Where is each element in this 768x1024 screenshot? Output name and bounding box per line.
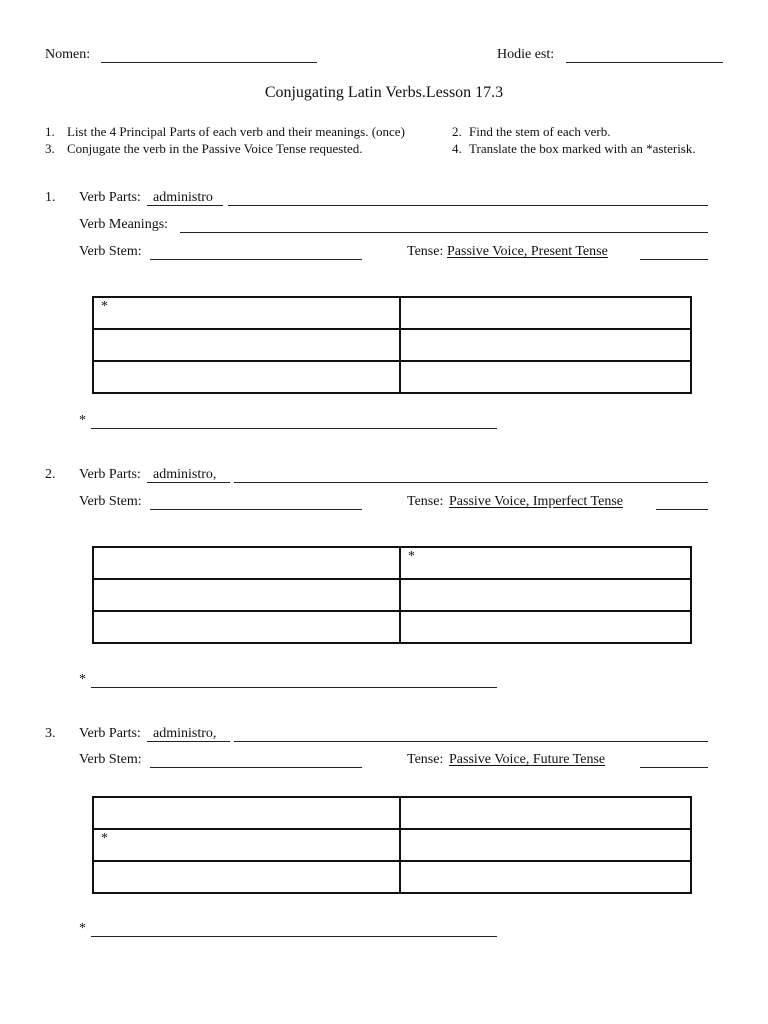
conjugation-cell[interactable]	[93, 361, 400, 393]
instruction-2-text: Find the stem of each verb.	[469, 124, 611, 139]
table-row	[93, 361, 691, 393]
exercise-1-translation-asterisk: *	[79, 413, 86, 428]
conjugation-cell[interactable]	[93, 861, 400, 893]
conjugation-cell[interactable]	[400, 829, 691, 861]
exercise-1-number: 1.	[45, 190, 56, 205]
exercise-3-verb-stem-field[interactable]	[150, 767, 362, 768]
name-label: Nomen:	[45, 47, 91, 62]
exercise-3-tense-label: Tense:	[407, 752, 444, 767]
exercise-3-translation-field[interactable]	[91, 936, 497, 937]
exercise-2-verb: administro,	[153, 467, 217, 482]
conjugation-cell[interactable]	[93, 611, 400, 643]
exercise-1-translation-field[interactable]	[91, 428, 497, 429]
exercise-2-tense-label: Tense:	[407, 494, 444, 509]
exercise-2-verb-parts-label: Verb Parts:	[79, 467, 141, 482]
exercise-2-conjugation-table	[92, 546, 692, 644]
exercise-1-verb-stem-field[interactable]	[150, 259, 362, 260]
name-field[interactable]	[101, 62, 317, 63]
exercise-1-verb-meanings-field[interactable]	[180, 232, 708, 233]
instruction-1-text: List the 4 Principal Parts of each verb and their meanings. (once)	[67, 124, 405, 139]
exercise-2-tense-trailing-line	[656, 509, 708, 510]
exercise-2-verb-stem-label: Verb Stem:	[79, 494, 142, 509]
exercise-1-verb-parts-label: Verb Parts:	[79, 190, 141, 205]
exercise-1-conjugation-table	[92, 296, 692, 394]
exercise-1-verb-stem-label: Verb Stem:	[79, 244, 142, 259]
table-row	[93, 329, 691, 361]
instruction-1-number: 1.	[45, 124, 55, 139]
date-field[interactable]	[566, 62, 723, 63]
table-row	[93, 829, 691, 861]
exercise-3-translation-asterisk: *	[79, 921, 86, 936]
exercise-2-translation-field[interactable]	[91, 687, 497, 688]
page-title: Conjugating Latin Verbs.Lesson 17.3	[264, 84, 504, 101]
conjugation-cell[interactable]	[400, 297, 691, 329]
exercise-1-tense-label: Tense:	[407, 244, 444, 259]
conjugation-cell[interactable]	[93, 329, 400, 361]
conjugation-cell[interactable]	[400, 611, 691, 643]
table-row	[93, 797, 691, 829]
exercise-1-verb-parts-field[interactable]	[228, 205, 708, 206]
exercise-3-verb-parts-field[interactable]	[234, 741, 708, 742]
asterisk-marker: *	[101, 831, 108, 846]
instruction-3-text: Conjugate the verb in the Passive Voice Tense requested.	[67, 141, 363, 156]
exercise-3-verb: administro,	[153, 726, 217, 741]
instruction-4-text: Translate the box marked with an *asterisk.	[469, 141, 696, 156]
conjugation-cell[interactable]	[400, 797, 691, 829]
exercise-1-verb-meanings-label: Verb Meanings:	[79, 217, 169, 232]
asterisk-marker: *	[408, 549, 415, 564]
conjugation-cell[interactable]	[400, 547, 691, 579]
exercise-2-translation-asterisk: *	[79, 672, 86, 687]
asterisk-marker: *	[101, 299, 108, 314]
exercise-2-verb-parts-field[interactable]	[234, 482, 708, 483]
exercise-1-tense-value: Passive Voice, Present Tense	[447, 244, 608, 259]
exercise-2-number: 2.	[45, 467, 56, 482]
exercise-3-tense-value: Passive Voice, Future Tense	[449, 752, 606, 767]
table-row	[93, 297, 691, 329]
table-row	[93, 579, 691, 611]
exercise-1-tense-trailing-line	[640, 259, 708, 260]
conjugation-cell[interactable]	[400, 329, 691, 361]
exercise-2-verb-stem-field[interactable]	[150, 509, 362, 510]
conjugation-cell[interactable]	[400, 361, 691, 393]
conjugation-cell[interactable]	[400, 861, 691, 893]
exercise-1-verb: administro	[153, 190, 213, 205]
exercise-3-verb-parts-label: Verb Parts:	[79, 726, 141, 741]
table-row	[93, 611, 691, 643]
conjugation-cell[interactable]	[93, 547, 400, 579]
date-label: Hodie est:	[497, 47, 555, 62]
table-row	[93, 547, 691, 579]
conjugation-cell[interactable]	[93, 297, 400, 329]
instruction-4-number: 4.	[452, 141, 462, 156]
exercise-3-verb-stem-label: Verb Stem:	[79, 752, 142, 767]
exercise-3-number: 3.	[45, 726, 56, 741]
instruction-2-number: 2.	[452, 124, 462, 139]
conjugation-cell[interactable]	[93, 579, 400, 611]
table-row	[93, 861, 691, 893]
conjugation-cell[interactable]	[93, 829, 400, 861]
conjugation-cell[interactable]	[93, 797, 400, 829]
exercise-2-tense-value: Passive Voice, Imperfect Tense	[449, 494, 623, 509]
exercise-3-conjugation-table	[92, 796, 692, 894]
instruction-3-number: 3.	[45, 141, 55, 156]
conjugation-cell[interactable]	[400, 579, 691, 611]
exercise-3-tense-trailing-line	[640, 767, 708, 768]
